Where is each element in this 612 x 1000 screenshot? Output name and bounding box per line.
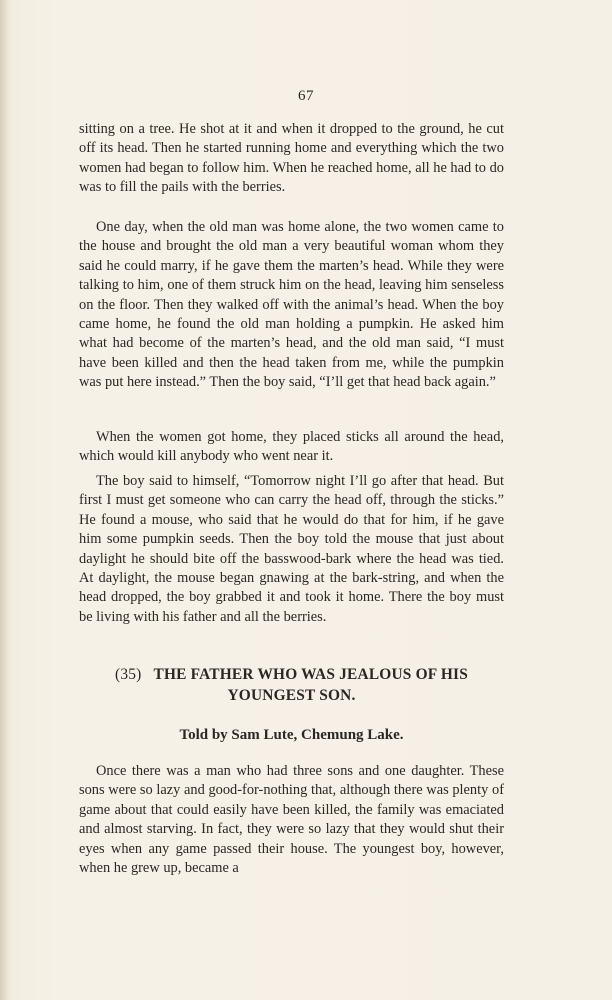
- paragraph-old-man-alone: One day, when the old man was home alone, the two women came to the house and brought the old man a very beautiful woman whom they said he could marry, if he gave them the marten’s head. While they were talking to him, one of them struck him on the head, leaving him senseless on the floor. Then they walked off with the animal’s head. When the boy came home, he found the old man holding a pumpkin. He asked him what had become of the marten’s head, and the old man said, “I must have been killed and then the head taken from me, while the pumpkin was put here instead.” Then the boy said, “I’ll get that head back again.”: [79, 219, 504, 391]
- paragraph-boy-and-mouse: The boy said to himself, “Tomorrow night I’ll go after that head. But first I must get someone who can carry the head off, through the sticks.” He found a mouse, who said that he would do that for him, if he gave him some pumpkin seeds. Then the boy told the mouse that just about daylight he should bite off the basswood-bark where the head was tied. At daylight, the mouse began gnawing at the bark-string, and when the head dropped, the boy grabbed it and took it home. There the boy must be living with his father and all the berries.: [79, 473, 504, 625]
- paragraph-women-got-home: When the women got home, they placed sticks all around the head, which would kill anybody who went near it.: [79, 429, 504, 465]
- story-title: THE FATHER WHO WAS JEALOUS OF HIS YOUNGEST SON.: [153, 666, 468, 704]
- story-teller-credit: Told by Sam Lute, Chemung Lake.: [179, 727, 404, 743]
- story-number: (35): [115, 666, 142, 683]
- page-binding-edge: [0, 0, 8, 1000]
- story-heading: [79, 664, 504, 706]
- paragraph-continuation: sitting on a tree. He shot at it and when it dropped to the ground, he cut off its head. Then he started running home and everything which the two women had began to follow him. When he reached home, all he had to do was to fill the pails with the berries.: [79, 121, 504, 196]
- story-opening-paragraph: Once there was a man who had three sons and one daughter. These sons were so lazy and good-for-nothing that, although there was plenty of game about that could easily have been killed, the family was emaciated and almost starving. In fact, they were so lazy that they would shut their eyes when any game passed their house. The youngest boy, however, when he grew up, became a: [79, 763, 504, 877]
- page-number: 67: [298, 88, 314, 104]
